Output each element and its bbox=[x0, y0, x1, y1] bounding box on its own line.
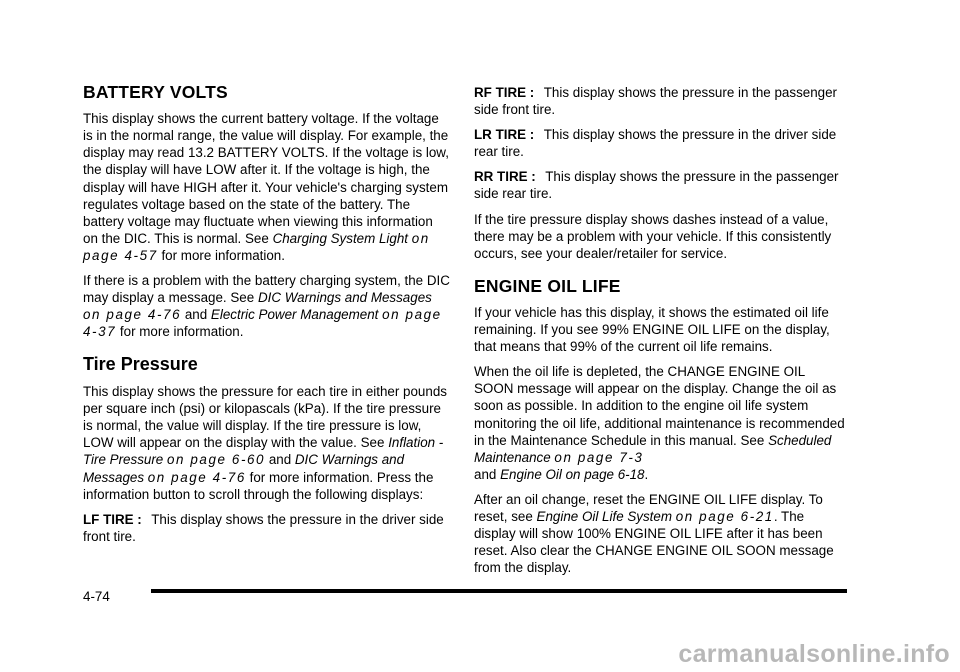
tire-paragraph-1 bbox=[83, 383, 451, 503]
oil-paragraph-2 bbox=[474, 363, 846, 483]
battery-p2-text: If there is a problem with the battery charging system, the DIC may display a message. See bbox=[83, 272, 450, 306]
tire-p1-end: for more information. Press the information button to scroll through the following displays: bbox=[83, 469, 434, 502]
battery-p1-end: for more information. bbox=[157, 247, 285, 263]
rf-tire-text: This display shows the pressure in the passenger side front tire. bbox=[474, 85, 838, 118]
tire-p1-text: This display shows the pressure for each tire in either pounds per square inch (psi) or kilopascals (kPa). If the tire pressure is normal, the value will display. If the tire pressure is low, LOW will appear on the display with the value. See bbox=[83, 384, 447, 451]
link-text: Engine Oil Life System bbox=[536, 509, 676, 524]
engine-oil-link[interactable]: Engine Oil on page 6-18 bbox=[500, 466, 645, 482]
left-column bbox=[83, 82, 451, 553]
link-text: Electric Power Management bbox=[210, 307, 383, 323]
lr-tire-term: LR TIRE : bbox=[474, 127, 535, 143]
tire-pressure-heading: Tire Pressure bbox=[83, 354, 198, 375]
battery-paragraph-1 bbox=[83, 110, 451, 264]
oil-p3-end: . The display will show 100% ENGINE OIL LIFE after it has been reset. Also clear the CHANGE ENGINE OIL SOON message from the display. bbox=[474, 509, 834, 576]
rf-tire-entry bbox=[474, 84, 846, 118]
link-page-ref: on page 6-60 bbox=[166, 452, 266, 468]
rr-tire-entry bbox=[474, 168, 846, 202]
engine-oil-life-heading: ENGINE OIL LIFE bbox=[474, 275, 621, 296]
lr-tire-text: This display shows the pressure in the driver side rear tire. bbox=[474, 127, 837, 160]
link-page-ref: on page 4-37 bbox=[83, 307, 442, 340]
right-column bbox=[474, 84, 846, 584]
footer-rule bbox=[151, 589, 847, 593]
and-text: and bbox=[265, 452, 292, 468]
link-text: Inflation - Tire Pressure bbox=[83, 435, 444, 468]
oil-p3-text: After an oil change, reset the ENGINE OIL LIFE display. To reset, see bbox=[474, 491, 823, 524]
link-text: DIC Warnings and Messages bbox=[83, 452, 405, 485]
battery-p2-end: for more information. bbox=[116, 324, 244, 340]
battery-volts-heading: BATTERY VOLTS bbox=[83, 82, 228, 102]
rf-tire-term: RF TIRE : bbox=[474, 85, 535, 100]
oil-paragraph-1: If your vehicle has this display, it shows the estimated oil life remaining. If you see 99% ENGINE OIL LIFE on the display, that means that 99% of the current oil life remains. bbox=[474, 304, 830, 355]
link-text: Scheduled Maintenance bbox=[474, 432, 832, 465]
link-text: Charging System Light bbox=[272, 230, 412, 246]
battery-paragraph-2 bbox=[83, 272, 451, 340]
rr-tire-text: This display shows the pressure in the passenger side rear tire. bbox=[474, 169, 839, 202]
link-page-ref: on page 4-76 bbox=[147, 469, 246, 485]
rr-tire-term: RR TIRE : bbox=[474, 169, 536, 185]
link-text: DIC Warnings and Messages bbox=[257, 290, 432, 306]
oil-paragraph-3 bbox=[474, 491, 846, 576]
page-number: 4-74 bbox=[83, 589, 110, 604]
battery-p1-text: This display shows the current battery voltage. If the voltage is in the normal range, the value will display. For example, the display may read 13.2 BATTERY VOLTS. If the voltage is low, the display will have LOW after it. If the voltage is high, the display will have HIGH after it. Your vehicle's charging system regulates voltage based on the state of the battery. The battery voltage may fluctuate when viewing this information on the DIC. This is normal. See bbox=[83, 111, 449, 246]
and-text: and bbox=[181, 307, 211, 323]
dashes-paragraph: If the tire pressure display shows dashes instead of a value, there may be a problem with your vehicle. If this consistently occurs, see your dealer/retailer for service. bbox=[474, 211, 832, 261]
lf-tire-entry bbox=[83, 511, 451, 545]
link-page-ref: on page 7-3 bbox=[554, 449, 644, 465]
and-text: and bbox=[474, 466, 497, 482]
lr-tire-entry bbox=[474, 126, 846, 160]
watermark: carmanualsonline.info bbox=[678, 640, 950, 668]
link-page-ref: on page 6-21 bbox=[675, 509, 774, 524]
lf-tire-text: This display shows the pressure in the driver side front tire. bbox=[83, 511, 444, 544]
engine-oil-life-system-link[interactable] bbox=[537, 509, 774, 524]
oil-p2-text: When the oil life is depleted, the CHANGE ENGINE OIL SOON message will appear on the display. Change the oil as soon as possible. In addition to the engine oil life system monitoring the oil life, additional maintenance is recommended in the Maintenance Schedule in this manual. See bbox=[474, 364, 845, 448]
link-page-ref: on page 4-57 bbox=[83, 230, 430, 263]
lf-tire-term: LF TIRE : bbox=[83, 511, 142, 527]
oil-p2-end: . bbox=[644, 466, 649, 482]
link-page-ref: on page 4-76 bbox=[83, 307, 182, 323]
